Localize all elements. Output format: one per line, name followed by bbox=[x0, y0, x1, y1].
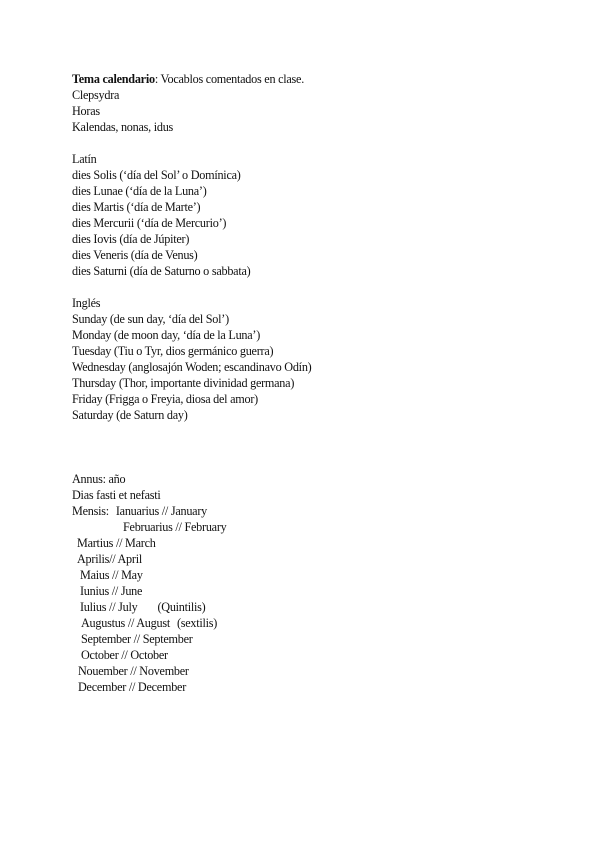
month-augustus-line bbox=[72, 615, 552, 631]
english-item: Friday (Frigga o Freyia, diosa del amor) bbox=[72, 392, 258, 406]
english-heading: Inglés bbox=[72, 296, 101, 310]
month-augustus-note: (sextilis) bbox=[176, 616, 218, 630]
topic-line bbox=[72, 71, 552, 87]
month-iunius: Iunius // June bbox=[80, 584, 143, 598]
term-dias-fasti: Dias fasti et nefasti bbox=[72, 488, 161, 502]
month-nouember: Nouember // November bbox=[78, 664, 189, 678]
month-aprilis: Aprilis// April bbox=[77, 552, 142, 566]
latin-heading: Latín bbox=[72, 152, 97, 166]
english-item: Thursday (Thor, importante divinidad germana) bbox=[72, 376, 295, 390]
month-september: September // September bbox=[81, 632, 193, 646]
month-october: October // October bbox=[81, 648, 168, 662]
month-februarius: Februarius // February bbox=[123, 520, 227, 534]
month-maius: Maius // May bbox=[80, 568, 143, 582]
latin-item: dies Iovis (día de Júpiter) bbox=[72, 232, 190, 246]
topic-subtitle: : Vocablos comentados en clase. bbox=[154, 72, 304, 86]
month-martius: Martius // March bbox=[77, 536, 156, 550]
spacer bbox=[72, 135, 552, 151]
spacer bbox=[72, 279, 552, 295]
month-iulius-note: (Quintilis) bbox=[157, 600, 206, 614]
latin-item: dies Mercurii (‘día de Mercurio’) bbox=[72, 216, 227, 230]
english-item: Wednesday (anglosajón Woden; escandinavo Odín) bbox=[72, 360, 312, 374]
latin-item: dies Solis (‘día del Sol’ o Domínica) bbox=[72, 168, 241, 182]
spacer bbox=[72, 423, 552, 471]
document-body bbox=[72, 71, 552, 695]
english-item: Sunday (de sun day, ‘día del Sol’) bbox=[72, 312, 229, 326]
intro-item-horas: Horas bbox=[72, 104, 100, 118]
month-december: December // December bbox=[78, 680, 187, 694]
months-first-line bbox=[72, 503, 552, 519]
month-iulius-line bbox=[72, 599, 552, 615]
intro-item-kalendas: Kalendas, nonas, idus bbox=[72, 120, 174, 134]
latin-item: dies Saturni (día de Saturno o sabbata) bbox=[72, 264, 251, 278]
english-item: Saturday (de Saturn day) bbox=[72, 408, 188, 422]
months-label: Mensis: bbox=[72, 504, 109, 518]
latin-item: dies Veneris (día de Venus) bbox=[72, 248, 198, 262]
english-item: Monday (de moon day, ‘día de la Luna’) bbox=[72, 328, 261, 342]
latin-item: dies Lunae (‘día de la Luna’) bbox=[72, 184, 207, 198]
topic-title: Tema calendario bbox=[72, 72, 155, 86]
intro-item-clepsydra: Clepsydra bbox=[72, 88, 120, 102]
english-item: Tuesday (Tiu o Tyr, dios germánico guerra) bbox=[72, 344, 274, 358]
month-iulius: Iulius // July bbox=[80, 600, 138, 614]
month-ianuarius: Ianuarius // January bbox=[115, 504, 207, 518]
month-augustus: Augustus // August bbox=[81, 616, 170, 630]
term-annus: Annus: año bbox=[72, 472, 126, 486]
latin-item: dies Martis (‘día de Marte’) bbox=[72, 200, 201, 214]
